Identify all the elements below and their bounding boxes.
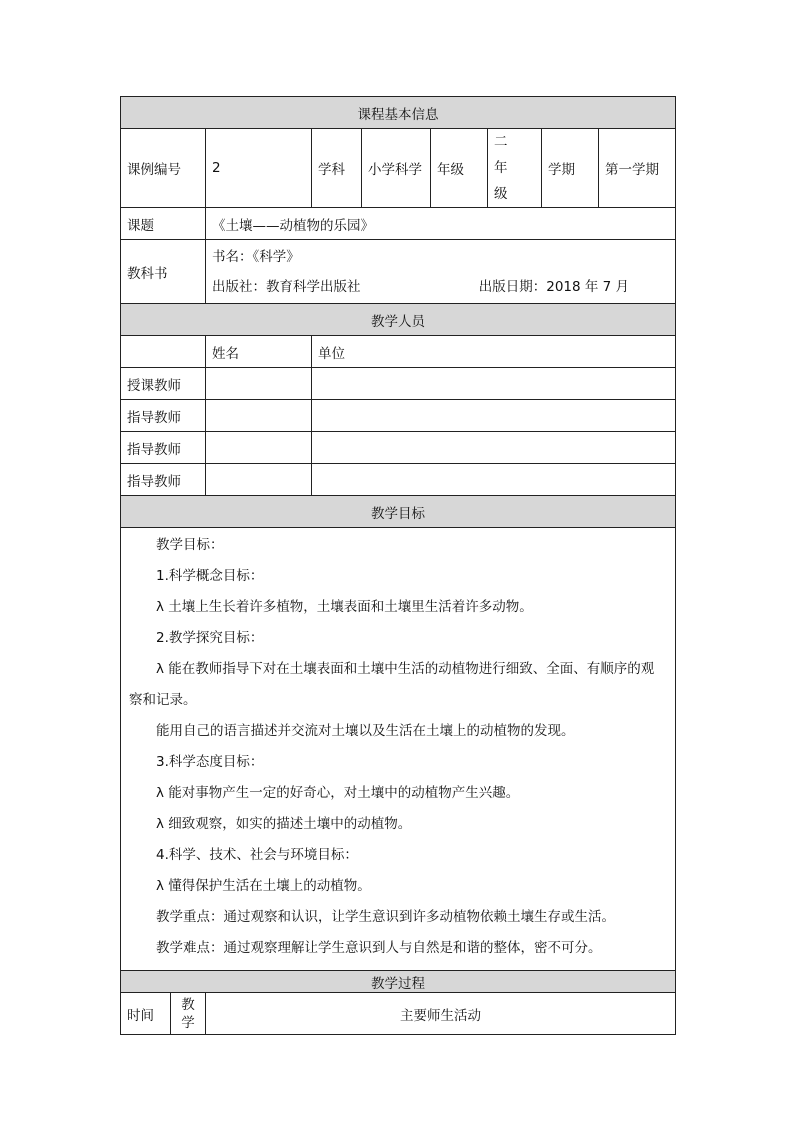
goals-content: [121, 528, 676, 971]
goal-2-item-line1: λ 能在教师指导下对在土壤表面和土壤中生活的动植物进行细致、全面、有顺序的观: [156, 661, 655, 677]
section-goals: 教学目标: [121, 496, 676, 528]
process-activity-label: 主要师生活动: [206, 993, 676, 1035]
staff-name: [206, 400, 312, 432]
section-process: 教学过程: [121, 971, 676, 993]
goal-2-item-line2: 察和记录。: [129, 692, 197, 708]
difficulty: 教学难点：通过观察理解让学生意识到人与自然是和谐的整体，密不可分。: [156, 940, 602, 956]
grade-value-part2: 年: [494, 160, 508, 176]
process-steps-label-part2: 学: [181, 1014, 195, 1031]
staff-name: [206, 368, 312, 400]
staff-row: [121, 464, 676, 496]
goal-1-item: λ 土壤上生长着许多植物，土壤表面和土壤里生活着许多动物。: [156, 599, 533, 615]
process-steps-label-part1: 教: [181, 996, 195, 1013]
staff-role: 指导教师: [121, 464, 206, 496]
textbook-info: [206, 240, 676, 304]
process-time-label: 时间: [121, 993, 171, 1035]
book-name: 书名：《科学》: [212, 248, 300, 265]
goal-1-title: 1.科学概念目标：: [156, 568, 264, 584]
goal-2-title: 2.教学探究目标：: [156, 630, 264, 646]
case-number-value: 2: [206, 129, 312, 208]
staff-role: 授课教师: [121, 368, 206, 400]
lesson-plan-document: [120, 96, 675, 1035]
staff-col-name: 姓名: [206, 336, 312, 368]
staff-unit: [312, 368, 676, 400]
lesson-plan-table: [120, 96, 676, 1035]
staff-name: [206, 464, 312, 496]
topic-value: 《土壤——动植物的乐园》: [206, 208, 676, 240]
term-value: 第一学期: [599, 129, 676, 208]
grade-label: 年级: [431, 129, 488, 208]
subject-value: 小学科学: [362, 129, 431, 208]
staff-unit: [312, 432, 676, 464]
term-label: 学期: [542, 129, 599, 208]
staff-unit: [312, 400, 676, 432]
goal-3-item2: λ 细致观察，如实的描述土壤中的动植物。: [156, 816, 412, 832]
staff-row: [121, 400, 676, 432]
section-basic-info: 课程基本信息: [121, 97, 676, 129]
goal-3-title: 3.科学态度目标：: [156, 754, 264, 770]
case-number-label: 课例编号: [121, 129, 206, 208]
key-point: 教学重点：通过观察和认识，让学生意识到许多动植物依赖土壤生存或生活。: [156, 909, 615, 925]
staff-header-blank: [121, 336, 206, 368]
publisher: 出版社：教育科学出版社: [212, 278, 361, 295]
textbook-label: 教科书: [121, 240, 206, 304]
grade-value: [488, 129, 542, 208]
staff-name: [206, 432, 312, 464]
goal-3-item1: λ 能对事物产生一定的好奇心，对土壤中的动植物产生兴趣。: [156, 785, 520, 801]
goals-heading: 教学目标：: [156, 537, 224, 553]
staff-row: [121, 368, 676, 400]
publish-date: 出版日期：2018 年 7 月: [478, 278, 630, 295]
goal-4-item: λ 懂得保护生活在土壤上的动植物。: [156, 878, 371, 894]
topic-label: 课题: [121, 208, 206, 240]
section-staff: 教学人员: [121, 304, 676, 336]
subject-label: 学科: [312, 129, 362, 208]
grade-value-part3: 级: [494, 186, 508, 202]
goal-2-item2: 能用自己的语言描述并交流对土壤以及生活在土壤上的动植物的发现。: [156, 723, 575, 739]
process-steps-label: [171, 993, 206, 1035]
grade-value-part1: 二: [494, 134, 508, 150]
staff-row: [121, 432, 676, 464]
staff-role: 指导教师: [121, 400, 206, 432]
staff-role: 指导教师: [121, 432, 206, 464]
staff-unit: [312, 464, 676, 496]
goal-4-title: 4.科学、技术、社会与环境目标：: [156, 847, 358, 863]
staff-col-unit: 单位: [312, 336, 676, 368]
